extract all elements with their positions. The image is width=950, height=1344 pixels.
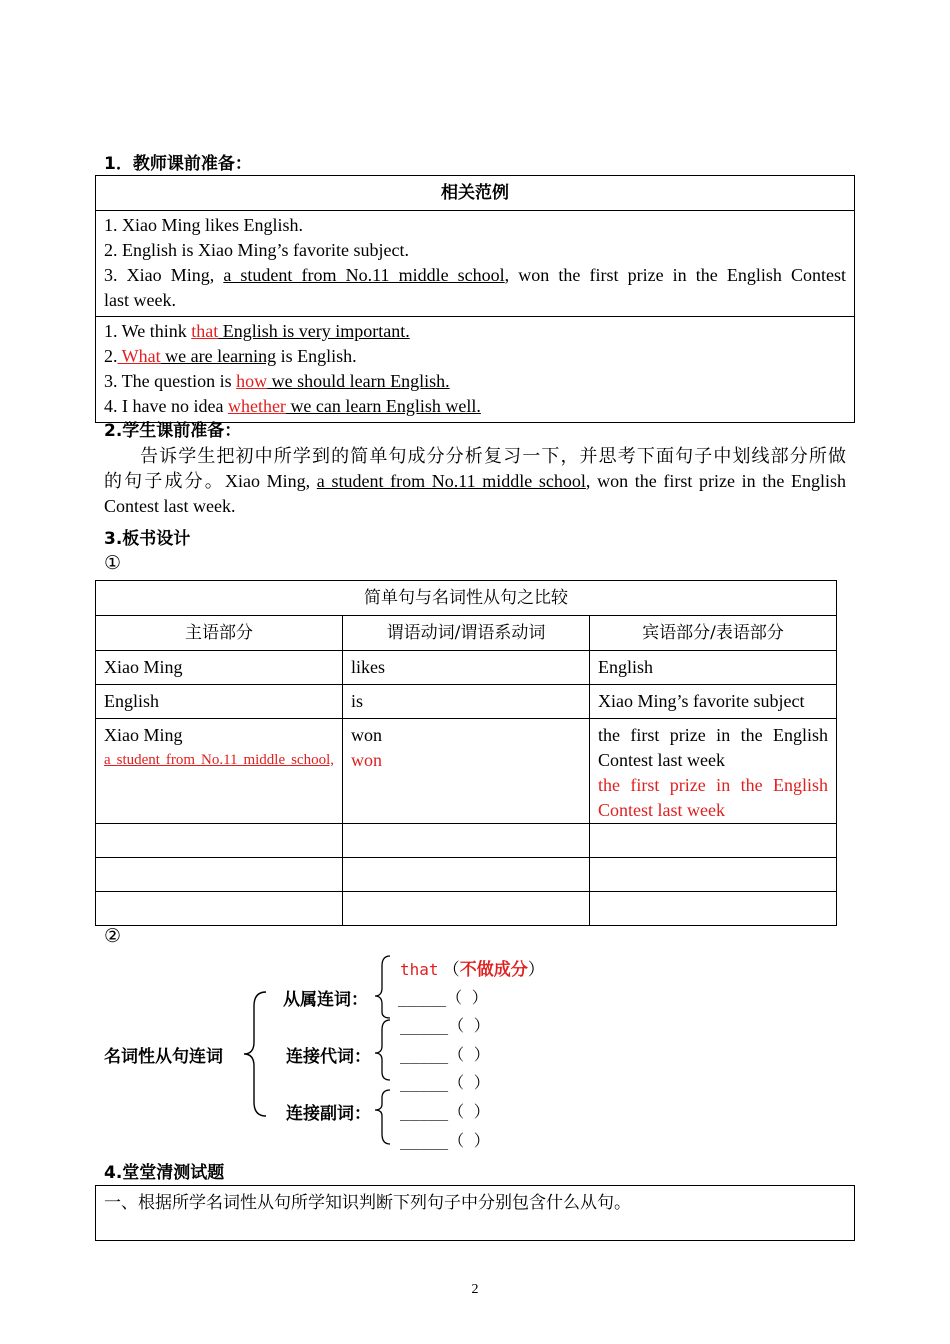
section2-heading: 2.学生课前准备： (104, 421, 242, 441)
page-number: 2 (471, 1282, 479, 1297)
section4-heading: 4.堂堂清测试题 (104, 1163, 225, 1183)
example-line: 2. English is Xiao Ming’s favorite subject. (104, 240, 409, 260)
table-row: Xiao Ming likes English (96, 651, 837, 685)
clause-example: 3. The question is how we should learn English. (104, 371, 450, 391)
clause-example: 2. What we are learning is English. (104, 346, 357, 366)
comparison-table (95, 580, 837, 926)
table-row-empty (96, 824, 837, 858)
blank-entry: _____（ ） (400, 1131, 490, 1150)
table-row-empty (96, 858, 837, 892)
table-row: English is Xiao Ming’s favorite subject (96, 685, 837, 719)
column-header-subject: 主语部分 (96, 616, 343, 651)
examples-table (95, 175, 855, 423)
circled-two-marker: ② (104, 926, 122, 947)
circled-one-marker: ① (104, 553, 122, 574)
section2-paragraph: 告诉学生把初中所学到的简单句成分分析复习一下，并思考下面句子中划线部分所做 的句子成分。Xiao Ming, a student from No.11 middle school, won the first prize in the English Contest last week. (104, 446, 846, 516)
section1-heading: 1．教师课前准备： (104, 154, 252, 174)
example-line: 1. Xiao Ming likes English. (104, 215, 303, 235)
blank-entry: _____（ ） (400, 1016, 490, 1035)
category-adverb: 连接副词： (286, 1104, 371, 1124)
blank-entry: _____（ ） (400, 1045, 490, 1064)
table-row: Xiao Ming a student from No.11 middle school, won won the first prize in the English Contest last week the first prize in the English Contest last week (96, 719, 837, 824)
section3-heading: 3.板书设计 (104, 529, 191, 549)
brace-sub (372, 954, 394, 1154)
examples-group-clauses (96, 317, 855, 423)
blank-entry: _____（ ） (398, 988, 488, 1007)
brace-root (240, 990, 270, 1120)
example-line: last week. (104, 290, 176, 310)
comparison-table-title: 简单句与名词性从句之比较 (96, 581, 837, 616)
examples-group-simple (96, 211, 855, 317)
column-header-object: 宾语部分/表语部分 (590, 616, 837, 651)
table-row-empty (96, 892, 837, 926)
diagram-root-label: 名词性从句连词 (104, 1047, 223, 1067)
that-entry: that （不做成分） (400, 960, 545, 980)
clause-example: 1. We think that English is very important. (104, 321, 410, 341)
test-box (95, 1185, 855, 1241)
category-pronoun: 连接代词： (286, 1047, 371, 1067)
blank-entry: _____（ ） (400, 1073, 490, 1092)
appositive-text: a student from No.11 middle school, (104, 752, 334, 768)
examples-table-title: 相关范例 (96, 176, 855, 211)
test-box-text: 一、根据所学名词性从句所学知识判断下列句子中分别包含什么从句。 (104, 1193, 631, 1213)
clause-example: 4. I have no idea whether we can learn English well. (104, 396, 481, 416)
example-line: 3. Xiao Ming, a student from No.11 middle school, won the first prize in the English Contest (104, 265, 846, 285)
category-subordinator: 从属连词： (283, 990, 368, 1010)
blank-entry: _____（ ） (400, 1102, 490, 1121)
column-header-predicate: 谓语动词/谓语系动词 (343, 616, 590, 651)
